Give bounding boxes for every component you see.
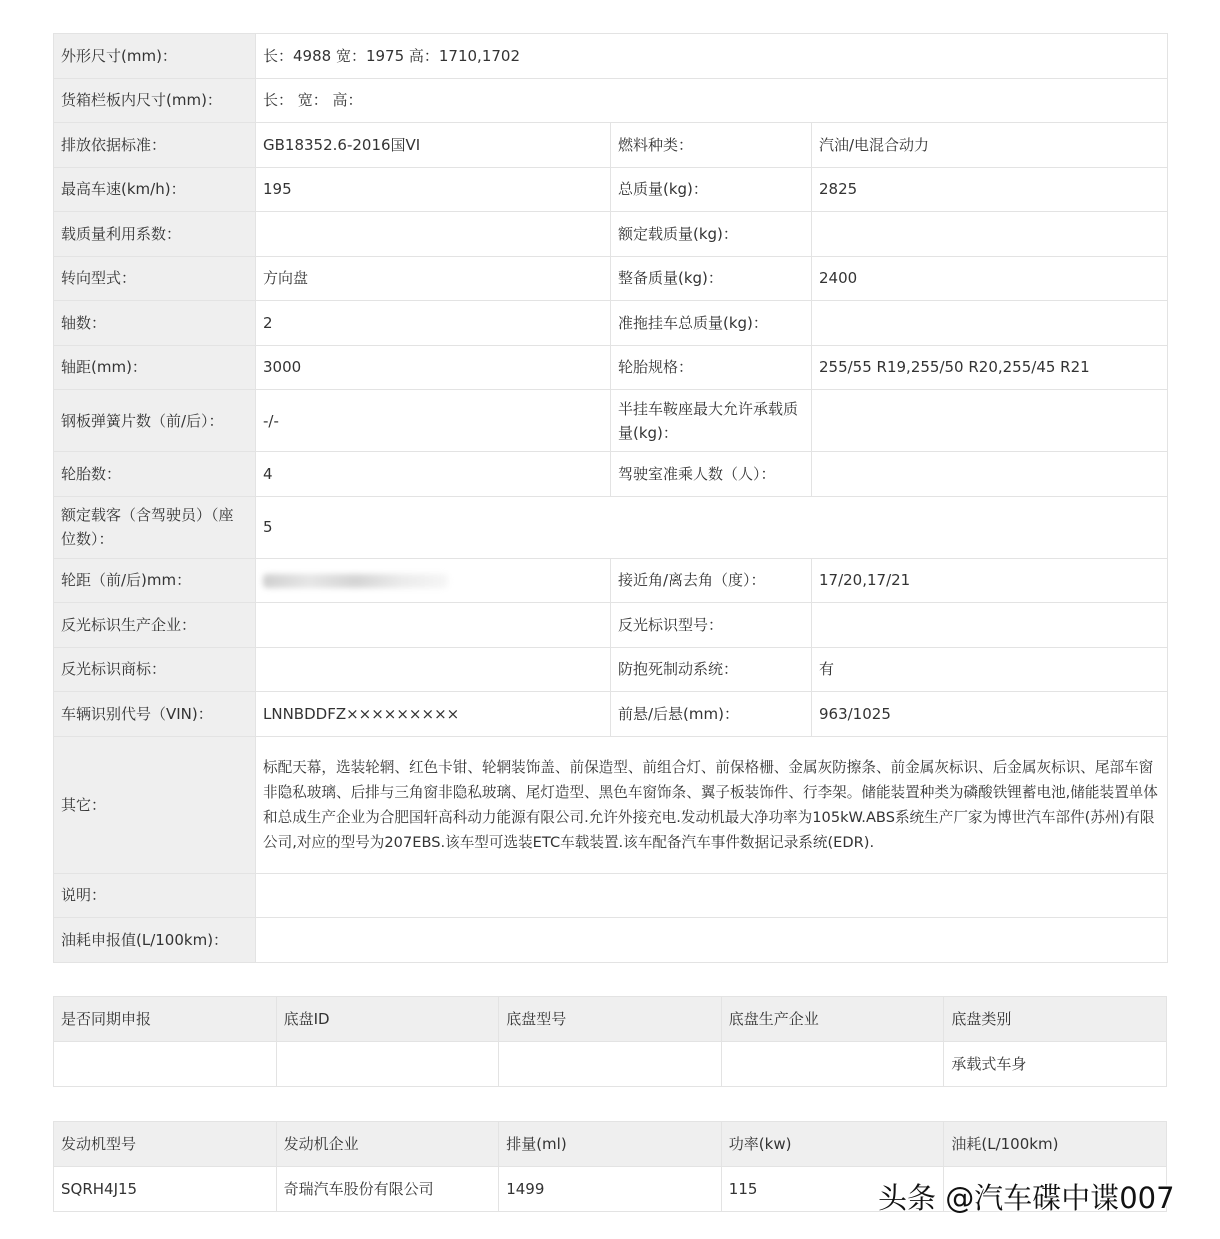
engine-header-cell: 油耗(L/100km) xyxy=(944,1122,1167,1167)
spec-row-reflector xyxy=(54,603,1168,648)
label-tire-spec: 轮胎规格： xyxy=(611,345,812,390)
engine-header-cell: 功率(kw) xyxy=(721,1122,944,1167)
label-load-factor: 载质量利用系数： xyxy=(54,212,256,257)
value-tire-spec: 255/55 R19,255/50 R20,255/45 R21 xyxy=(812,345,1168,390)
chassis-header-cell: 是否同期申报 xyxy=(54,997,277,1042)
label-gross-mass: 总质量(kg)： xyxy=(611,167,812,212)
value-passengers: 5 xyxy=(256,496,1168,558)
engine-header-cell: 发动机企业 xyxy=(276,1122,499,1167)
label-emission: 排放依据标准： xyxy=(54,123,256,168)
label-reflector-brand: 反光标识商标： xyxy=(54,647,256,692)
value-fuel-type: 汽油/电混合动力 xyxy=(812,123,1168,168)
label-cab-seats: 驾驶室准乘人数（人）： xyxy=(611,452,812,497)
label-leaf-springs: 钢板弹簧片数（前/后）： xyxy=(54,390,256,452)
label-tire-count: 轮胎数： xyxy=(54,452,256,497)
label-wheelbase: 轴距(mm)： xyxy=(54,345,256,390)
spec-row-fuel-consumption xyxy=(54,918,1168,963)
value-tire-count: 4 xyxy=(256,452,611,497)
value-fuel-consumption xyxy=(256,918,1168,963)
label-track: 轮距（前/后)mm： xyxy=(54,558,256,603)
watermark: 头条 @汽车碟中谍007 xyxy=(878,1181,1175,1215)
value-vin: LNNBDDFZ××××××××× xyxy=(256,692,611,737)
label-reflector-model: 反光标识型号： xyxy=(611,603,812,648)
value-overhang: 963/1025 xyxy=(812,692,1168,737)
value-leaf-springs: -/- xyxy=(256,390,611,452)
value-max-speed: 195 xyxy=(256,167,611,212)
label-curb-mass: 整备质量(kg)： xyxy=(611,256,812,301)
engine-cell: 115 xyxy=(721,1167,944,1212)
label-passengers: 额定载客（含驾驶员）（座位数）： xyxy=(54,496,256,558)
engine-cell: 奇瑞汽车股份有限公司 xyxy=(276,1167,499,1212)
spec-row-axles xyxy=(54,301,1168,346)
label-notes: 说明： xyxy=(54,873,256,918)
label-reflector-maker: 反光标识生产企业： xyxy=(54,603,256,648)
label-abs: 防抱死制动系统： xyxy=(611,647,812,692)
label-dimensions: 外形尺寸(mm)： xyxy=(54,34,256,79)
spec-row-dimensions xyxy=(54,34,1168,79)
value-track xyxy=(256,558,611,603)
redacted-value xyxy=(263,574,448,588)
value-wheelbase: 3000 xyxy=(256,345,611,390)
chassis-header-cell: 底盘ID xyxy=(276,997,499,1042)
value-rated-load xyxy=(812,212,1168,257)
spec-row-wheelbase xyxy=(54,345,1168,390)
chassis-header-cell: 底盘型号 xyxy=(499,997,722,1042)
label-max-speed: 最高车速(km/h)： xyxy=(54,167,256,212)
chassis-cell xyxy=(276,1042,499,1087)
spec-row-passengers xyxy=(54,496,1168,558)
label-vin: 车辆识别代号（VIN)： xyxy=(54,692,256,737)
value-abs: 有 xyxy=(812,647,1168,692)
value-axles: 2 xyxy=(256,301,611,346)
chassis-data-row xyxy=(54,1042,1167,1087)
value-curb-mass: 2400 xyxy=(812,256,1168,301)
label-fuel-consumption: 油耗申报值(L/100km)： xyxy=(54,918,256,963)
engine-header-cell: 排量(ml) xyxy=(499,1122,722,1167)
spec-row-other xyxy=(54,736,1168,873)
value-reflector-maker xyxy=(256,603,611,648)
spec-row-tires xyxy=(54,452,1168,497)
value-reflector-model xyxy=(812,603,1168,648)
value-saddle-load xyxy=(812,390,1168,452)
spec-row-cargo-box xyxy=(54,78,1168,123)
chassis-header-row xyxy=(54,997,1167,1042)
value-cargo-box: 长： 宽： 高： xyxy=(256,78,1168,123)
value-angles: 17/20,17/21 xyxy=(812,558,1168,603)
spec-row-notes xyxy=(54,873,1168,918)
spec-row-load xyxy=(54,212,1168,257)
value-reflector-brand xyxy=(256,647,611,692)
value-cab-seats xyxy=(812,452,1168,497)
label-cargo-box: 货箱栏板内尺寸(mm)： xyxy=(54,78,256,123)
chassis-cell: 承载式车身 xyxy=(944,1042,1167,1087)
spec-row-brand-abs xyxy=(54,647,1168,692)
value-other: 标配天幕，选装轮辋、红色卡钳、轮辋装饰盖、前保造型、前组合灯、前保格栅、金属灰防擦条、前金属灰标识、后金属灰标识、尾部车窗非隐私玻璃、后排与三角窗非隐私玻璃、尾灯造型、黑色车窗饰条、翼子板装饰件、行李架。储能装置种类为磷酸铁锂蓄电池,储能装置单体和总成生产企业为合肥国轩高科动力能源有限公司.允许外接充电.发动机最大净功率为105kW.ABS系统生产厂家为博世汽车部件(苏州)有限公司,对应的型号为207EBS.该车型可选装ETC车载装置.该车配备汽车事件数据记录系统(EDR). xyxy=(256,736,1168,873)
chassis-cell xyxy=(54,1042,277,1087)
label-other: 其它： xyxy=(54,736,256,873)
value-load-factor xyxy=(256,212,611,257)
value-steering: 方向盘 xyxy=(256,256,611,301)
chassis-header-cell: 底盘生产企业 xyxy=(721,997,944,1042)
label-overhang: 前悬/后悬(mm)： xyxy=(611,692,812,737)
chassis-cell xyxy=(721,1042,944,1087)
vehicle-spec-table xyxy=(53,33,1168,963)
engine-header-cell: 发动机型号 xyxy=(54,1122,277,1167)
value-dimensions: 长：4988 宽：1975 高：1710,1702 xyxy=(256,34,1168,79)
engine-header-row xyxy=(54,1122,1167,1167)
label-trailer-mass: 准拖挂车总质量(kg)： xyxy=(611,301,812,346)
spec-row-emission xyxy=(54,123,1168,168)
label-fuel-type: 燃料种类： xyxy=(611,123,812,168)
spec-row-springs xyxy=(54,390,1168,452)
value-trailer-mass xyxy=(812,301,1168,346)
engine-cell: SQRH4J15 xyxy=(54,1167,277,1212)
chassis-cell xyxy=(499,1042,722,1087)
label-steering: 转向型式： xyxy=(54,256,256,301)
spec-row-steering xyxy=(54,256,1168,301)
spec-row-speed xyxy=(54,167,1168,212)
spec-row-vin xyxy=(54,692,1168,737)
spec-row-track xyxy=(54,558,1168,603)
value-emission: GB18352.6-2016国VI xyxy=(256,123,611,168)
value-notes xyxy=(256,873,1168,918)
chassis-header-cell: 底盘类别 xyxy=(944,997,1167,1042)
label-axles: 轴数： xyxy=(54,301,256,346)
value-gross-mass: 2825 xyxy=(812,167,1168,212)
label-saddle-load: 半挂车鞍座最大允许承载质量(kg)： xyxy=(611,390,812,452)
label-rated-load: 额定载质量(kg)： xyxy=(611,212,812,257)
label-angles: 接近角/离去角（度）： xyxy=(611,558,812,603)
engine-cell: 1499 xyxy=(499,1167,722,1212)
chassis-table xyxy=(53,996,1167,1087)
